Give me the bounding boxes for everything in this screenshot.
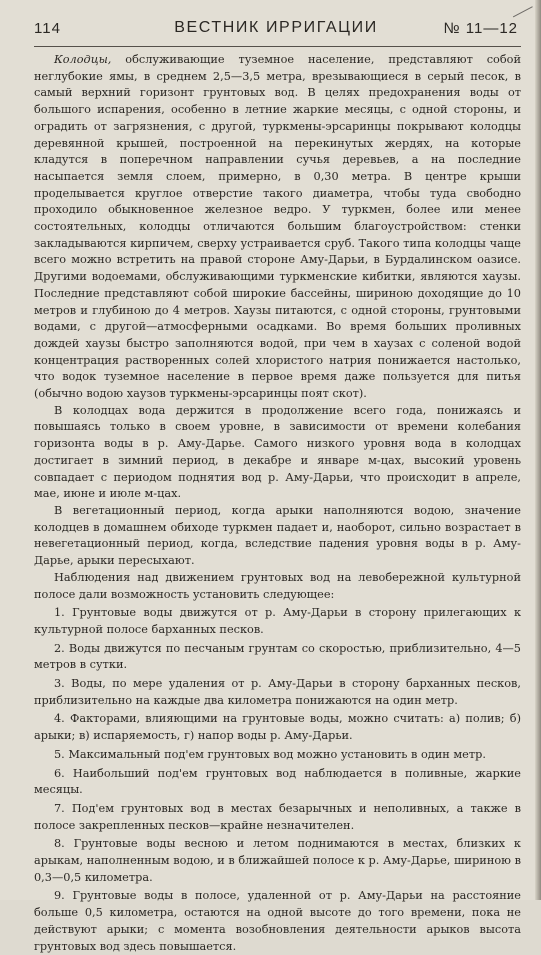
paragraph-wells bbox=[34, 52, 521, 403]
paragraph-observations-intro: Наблюдения над движением грунтовых вод на левобережной культурной полосе дали возможность установить следующее: bbox=[34, 570, 521, 601]
finding-item: 7. Под'ем грунтовых вод в местах безарычных и неполивных, а также в полосе закрепленных песков—крайне незначителен. bbox=[34, 801, 521, 832]
page-number: 114 bbox=[34, 20, 61, 37]
header-rule bbox=[34, 46, 521, 47]
article-body bbox=[34, 52, 521, 955]
paragraph-well-levels: В колодцах вода держится в продолжение всего года, понижаясь и повышаясь только в своем уровне, в зависимости от времени колебания горизонта воды в р. Аму-Дарье. Самого низкого уровня вода в колодцах достигает в зимний период, в декабре и январе м-цах, высокий уровень совпадает с периодом поднятия вод р. Аму-Дарьи, что происходит в апреле, мае, июне и июле м-цах. bbox=[34, 403, 521, 501]
pencil-mark bbox=[507, 0, 533, 17]
finding-item: 5. Максимальный под'ем грунтовых вод можно установить в один метр. bbox=[54, 747, 486, 761]
finding-item: 4. Факторами, влияющими на грунтовые воды, можно считать: а) полив; б) арыки; в) испаряемость, г) напор воды р. Аму-Дарьи. bbox=[34, 712, 521, 743]
finding-item: 3. Воды, по мере удаления от р. Аму-Дарьи в сторону барханных песков, приблизительно на каждые два километра понижаются на один метр. bbox=[34, 677, 521, 707]
lead-word: Колодцы, bbox=[54, 53, 112, 66]
finding-item: 2. Воды движутся по песчаным грунтам со скоростью, приблизительно, 4—5 метров в сутки. bbox=[34, 641, 521, 672]
running-header bbox=[34, 20, 518, 44]
finding-item: 1. Грунтовые воды движутся от р. Аму-Дарьи в сторону прилегающих к культурной полосе барханных песков. bbox=[34, 606, 521, 636]
paragraph-vegetation-period: В вегетационный период, когда арыки наполняются водою, значение колодцев в домашнем обиходе туркмен падает и, наоборот, сильно возрастает в невегетационный период, когда, вследствие падения уровня воды в р. Аму-Дарье, арыки пересыхают. bbox=[34, 503, 521, 568]
finding-item: 8. Грунтовые воды весною и летом поднимаются в местах, близких к арыкам, наполненным водою, и в ближайшей полосе к р. Аму-Дарье, шириною в 0,3—0,5 километра. bbox=[34, 837, 521, 884]
finding-item: 9. Грунтовые воды в полосе, удаленной от р. Аму-Дарьи на расстояние больше 0,5 километра, остаются на одной высоте до того времени, пока не действуют арыки; с момента возобновления деятельности арыков высота грунтовых вод здесь повышается. bbox=[34, 889, 521, 953]
issue-number: № 11—12 bbox=[443, 20, 518, 37]
page-edge-shadow bbox=[535, 0, 541, 900]
paragraph-text: обслуживающие туземное население, представляют собой неглубокие ямы, в среднем 2,5—3,5 метра, врезывающиеся в серый песок, в самый верхний горизонт грунтовых вод. В целях предохранения воды от большого испарения, особенно в летние жаркие месяцы, с одной стороны, и оградить от загрязнения, с другой, туркмены-эрсаринцы покрывают колодцы деревянной крышей, построенной на перекинутых жердях, на которые кладутся в поперечном направлении сучья деревьев, а на последние насыпается земля слоем, примерно, в 0,30 метра. В центре крыши проделывается круглое отверстие такого диаметра, чтобы туда свободно проходило обыкновенное железное ведро. У туркмен, более или менее состоятельных, колодцы отличаются большим благоустройством: стенки закладываются кирпичем, сверху устраивается сруб. Такого типа колодцы чаще всего можно встретить на правой стороне Аму-Дарьи, в Бурдалинском оазисе. Другими водоемами, обслуживающими туркменские кибитки, являются хаузы. Последние представляют собой широкие бассейны, шириною доходящие до 10 метров и глубиною до 4 метров. Хаузы питаются, с одной стороны, грунтовыми водами, с другой—атмосферными осадками. Во время больших проливных дождей хаузы быстро заполняются водой, при чем в хаузах с соленой водой концентрация растворенных солей хлористого натрия понижается настолько, что водок туземное население в первое время даже пользуется для питья (обычно водою хаузов туркмены-эрсаринцы поят скот). bbox=[34, 53, 521, 401]
finding-item: 6. Наибольший под'ем грунтовых вод наблюдается в поливные, жаркие месяцы. bbox=[34, 766, 521, 797]
journal-title: ВЕСТНИК ИРРИГАЦИИ bbox=[174, 19, 378, 36]
